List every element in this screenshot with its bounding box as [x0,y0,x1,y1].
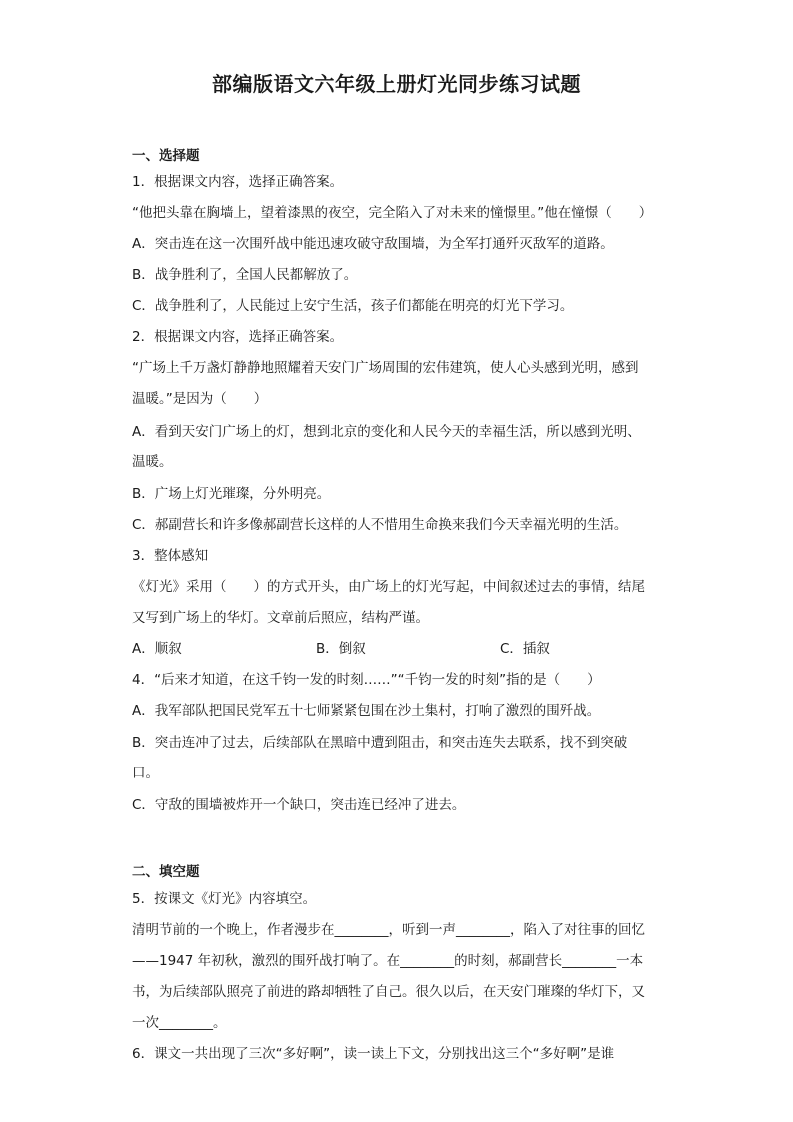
section-heading-fill: 二、填空题 [132,864,200,880]
q2-option-c: C．郝副营长和许多像郝副营长这样的人不惜用生命换来我们今天幸福光明的生活。 [132,517,628,533]
q4-option-b-line1: B．突击连冲了过去，后续部队在黑暗中遭到阻击，和突击连失去联系，找不到突破 [132,735,628,751]
q6-line1: 6．课文一共出现了三次“多好啊”，读一读上下文，分别找出这三个“多好啊”是谁 [132,1046,615,1062]
q1-option-b: B．战争胜利了，全国人民都解放了。 [132,267,358,283]
q3-text-line1: 《灯光》采用（ ）的方式开头，由广场上的灯光写起，中间叙述过去的事情，结尾 [132,579,645,595]
q3-options [132,639,672,659]
q5-line2: ——1947 年初秋，激烈的围歼战打响了。在________的时刻，郝副营长________一本 [132,953,644,969]
q4-option-b-line2: 口。 [132,765,159,781]
q5-line3: 书，为后续部队照亮了前进的路却牺牲了自己。很久以后，在天安门璀璨的华灯下，又 [132,984,645,1000]
q5-line1: 清明节前的一个晚上，作者漫步在________，听到一声________，陷入了对往事的回忆 [132,922,645,938]
q5-line4: 一次________。 [132,1015,227,1031]
q1-option-c: C．战争胜利了，人民能过上安宁生活，孩子们都能在明亮的灯光下学习。 [132,298,574,314]
section-heading-choice: 一、选择题 [132,148,200,164]
q2-option-a-line2: 温暖。 [132,454,173,470]
q1-quote: “他把头靠在胸墙上，望着漆黑的夜空，完全陷入了对未来的憧憬里。”他在憧憬（ ） [132,205,653,221]
q3-stem: 3．整体感知 [132,548,209,564]
q2-quote-line1: “广场上千万盏灯静静地照耀着天安门广场周围的宏伟建筑，使人心头感到光明，感到 [132,360,639,376]
q3-option-b: B．倒叙 [316,641,366,657]
q3-option-c: C．插叙 [500,641,550,657]
q2-quote-line2: 温暖。”是因为（ ） [132,391,268,407]
q4-stem: 4．“后来才知道，在这千钧一发的时刻……”“千钧一发的时刻”指的是（ ） [132,672,601,688]
q3-text-line2: 又写到广场上的华灯。文章前后照应，结构严谨。 [132,610,429,626]
q3-option-a: A．顺叙 [132,641,182,657]
q1-option-a: A．突击连在这一次围歼战中能迅速攻破守敌围墙，为全军打通歼灭敌军的道路。 [132,236,614,252]
q5-stem: 5．按课文《灯光》内容填空。 [132,891,317,907]
q4-option-c: C．守敌的围墙被炸开一个缺口，突击连已经冲了进去。 [132,797,466,813]
q1-stem: 1．根据课文内容，选择正确答案。 [132,174,344,190]
q4-option-a: A．我军部队把国民党军五十七师紧紧包围在沙土集村，打响了激烈的围歼战。 [132,703,601,719]
q2-stem: 2．根据课文内容，选择正确答案。 [132,329,344,345]
q2-option-b: B．广场上灯光璀璨，分外明亮。 [132,486,331,502]
q2-option-a-line1: A．看到天安门广场上的灯，想到北京的变化和人民今天的幸福生活，所以感到光明、 [132,424,641,440]
page-title: 部编版语文六年级上册灯光同步练习试题 [212,72,581,96]
